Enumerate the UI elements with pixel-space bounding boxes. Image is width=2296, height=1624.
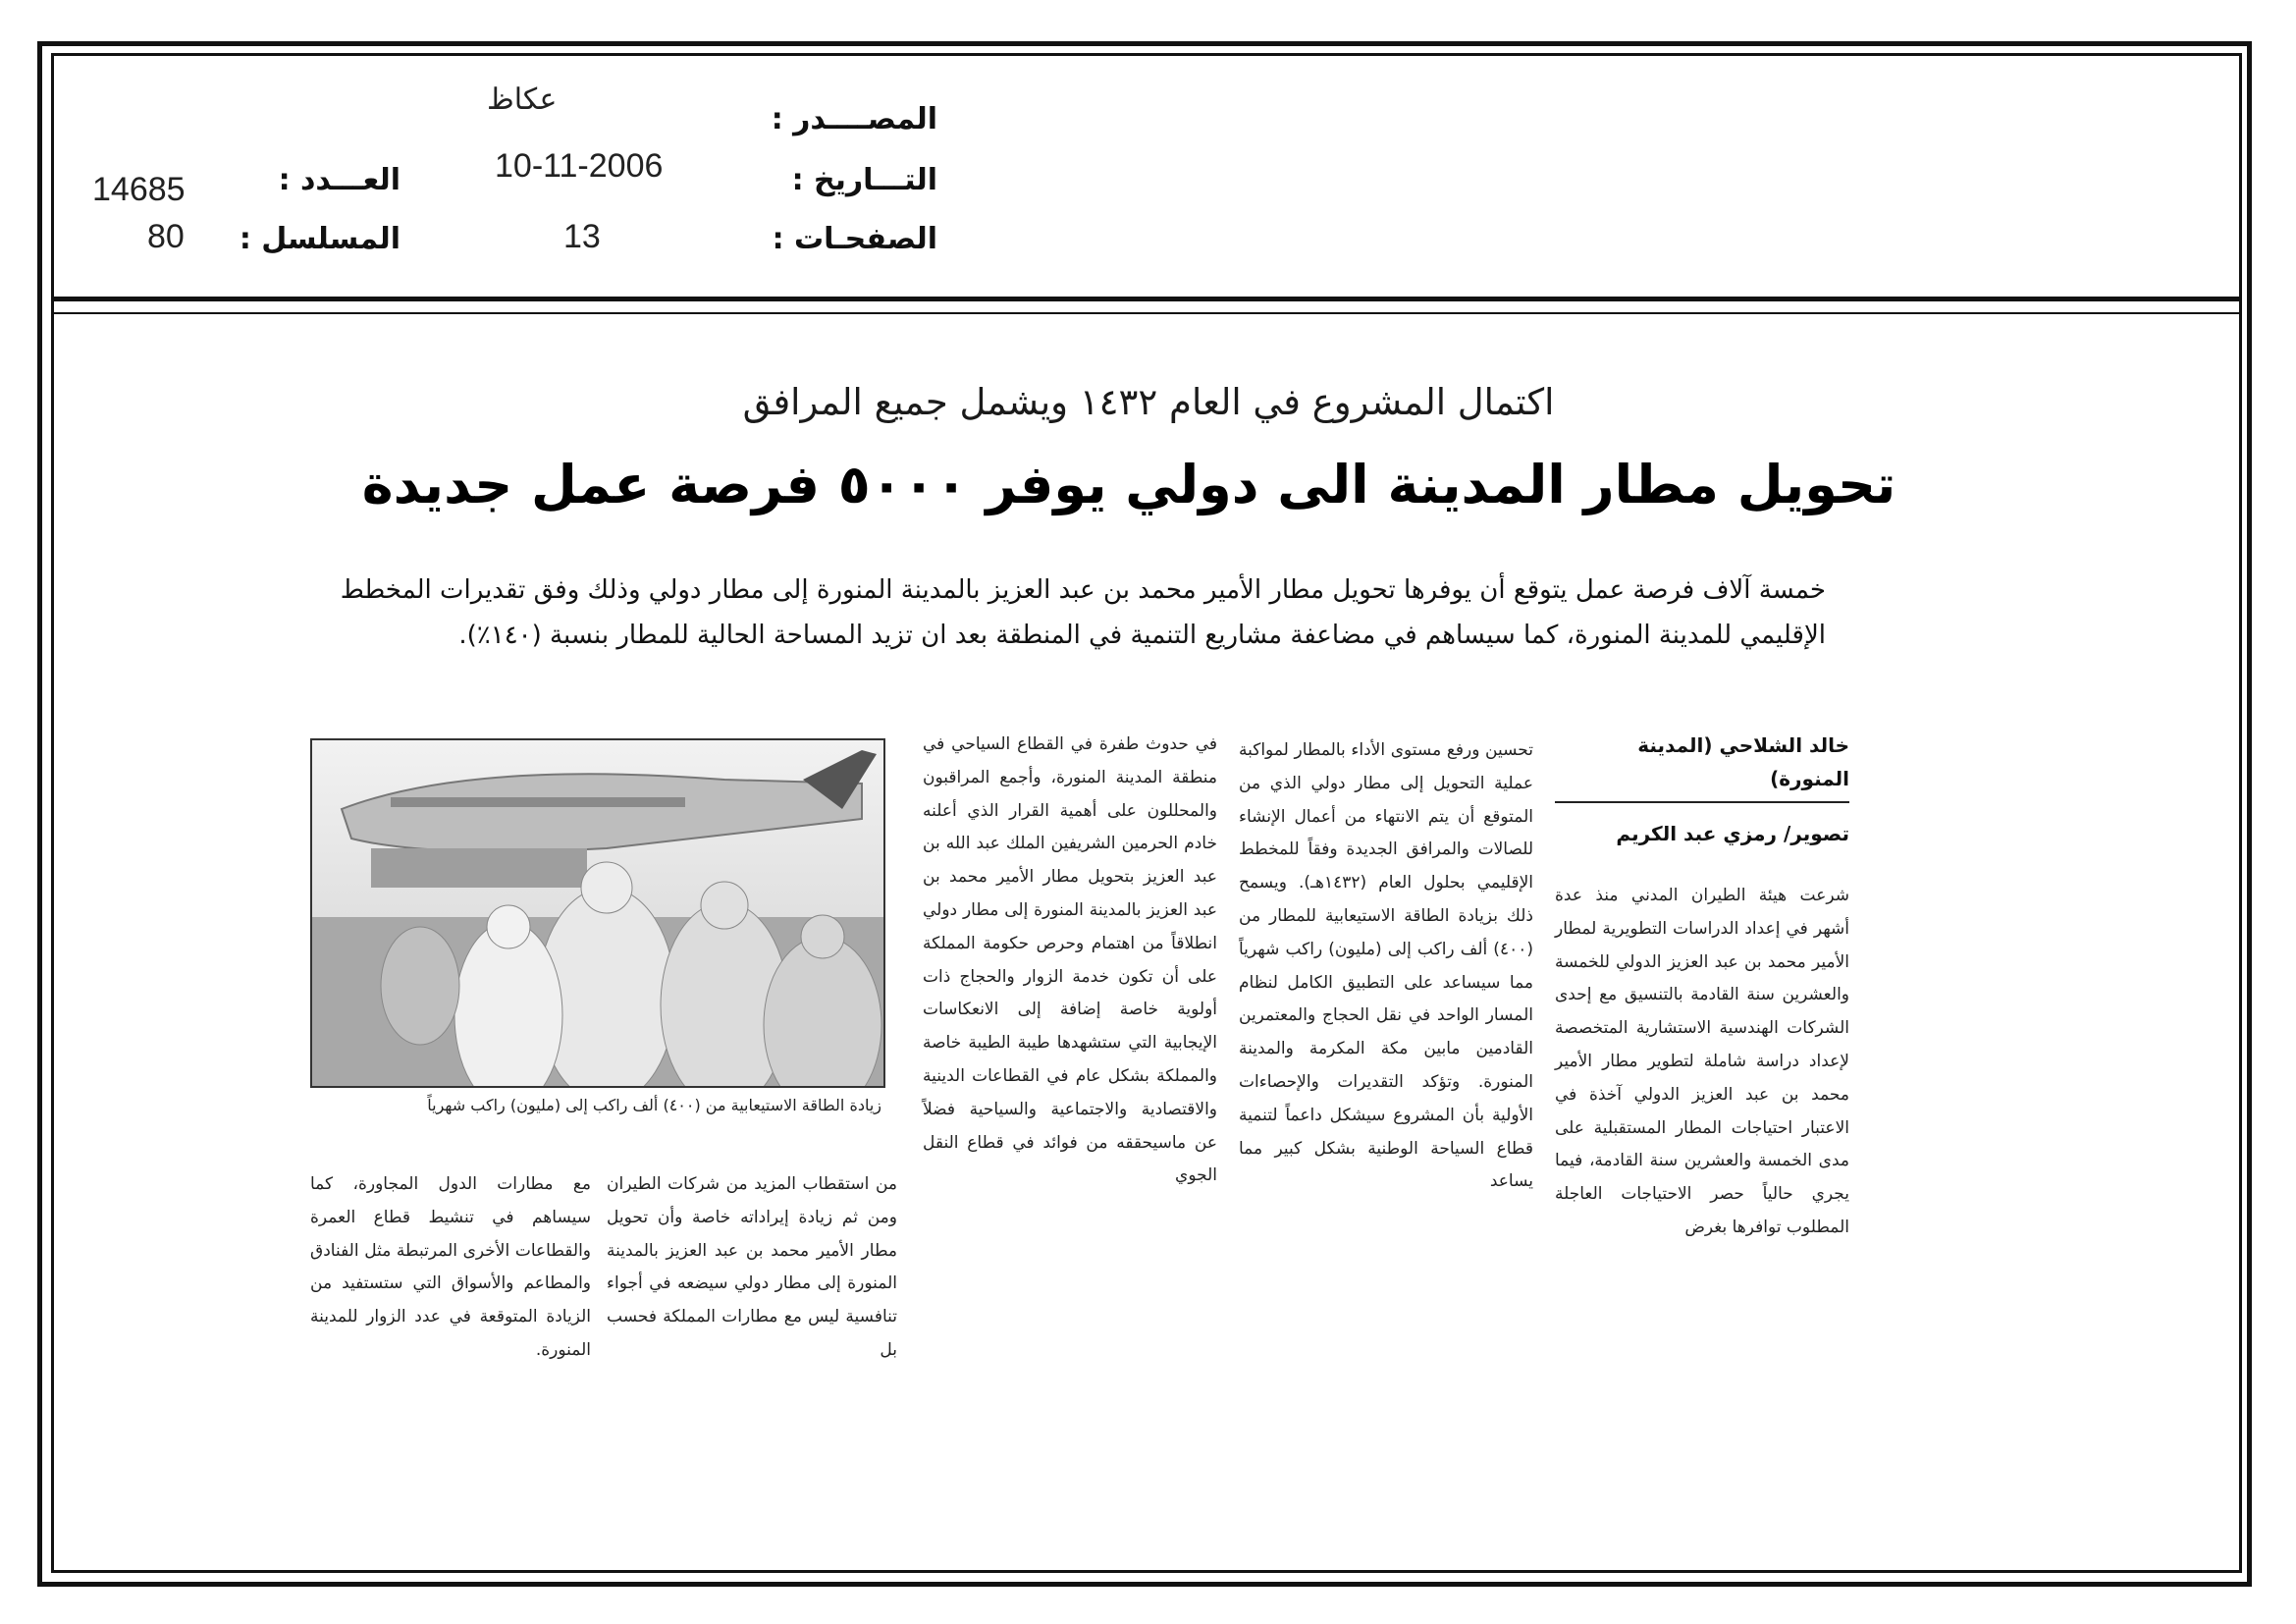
column-5-text: مع مطارات الدول المجاورة، كما سيساهم في تنشيط قطاع العمرة والقطاعات الأخرى المرتبطة مثل الفنادق والمطاعم والأسواق التي ستستفيد من الزيادة المتوقعة في عدد الزوار للمدينة المنورة. bbox=[310, 1174, 591, 1360]
issue-label: العـــدد : bbox=[278, 163, 400, 197]
article-kicker: اكتمال المشروع في العام ١٤٣٢ ويشمل جميع المرافق bbox=[742, 381, 1555, 423]
news-photo bbox=[310, 738, 885, 1088]
date-value: 10-11-2006 bbox=[495, 147, 664, 185]
article-column-3 bbox=[923, 729, 1217, 1193]
author-byline: خالد الشلاحي (المدينة المنورة) bbox=[1637, 733, 1849, 790]
article-column-2 bbox=[1239, 734, 1533, 1199]
source-value: عكاظ bbox=[487, 83, 558, 116]
date-label: التـــاريخ : bbox=[791, 163, 937, 197]
pages-label: الصفحـات : bbox=[772, 222, 937, 256]
column-2-text: تحسين ورفع مستوى الأداء بالمطار لمواكبة عملية التحويل إلى مطار دولي الذي من المتوقع أن يتم الانتهاء من أعمال الإنشاء للصالات والمرافق الجديدة وفقاً للمخطط الإقليمي بحلول العام (١٤٣٢هـ). ويسمح ذلك بزيادة الطاقة الاستيعابية للمطار من (٤٠٠) ألف راكب إلى (مليون) راكب شهرياً مما سيساعد على التطبيق الكامل لنظام المسار الواحد في نقل الحجاج والمعتمرين القادمين مابين مكة المكرمة والمدينة المنورة. وتؤكد التقديرات والإحصاءات الأولية بأن المشروع سيشكل داعماً لتنمية قطاع السياحة الوطنية بشكل كبير مما يساعد bbox=[1239, 740, 1533, 1192]
header-separator bbox=[51, 297, 2242, 301]
column-4-text: من استقطاب المزيد من شركات الطيران ومن ثم زيادة إيراداته خاصة وأن تحويل مطار الأمير محمد بن عبد العزيز بالمدينة المنورة إلى مطار دولي سيضعه في أجواء تنافسية ليس مع مطارات المملكة فحسب بل bbox=[607, 1174, 897, 1360]
photo-credit: تصوير/ رمزي عبد الكريم bbox=[1616, 822, 1849, 845]
photo-illustration bbox=[312, 740, 883, 1086]
pages-value: 13 bbox=[563, 218, 601, 255]
issue-value: 14685 bbox=[92, 171, 186, 208]
byline-block bbox=[1555, 729, 1849, 850]
article-headline: تحويل مطار المدينة الى دولي يوفر ٥٠٠٠ فرصة عمل جديدة bbox=[361, 454, 1896, 515]
header-separator-thin bbox=[51, 312, 2242, 314]
serial-label: المسلسل : bbox=[239, 222, 400, 256]
column-3-text: في حدوث طفرة في القطاع السياحي في منطقة المدينة المنورة، وأجمع المراقبون والمحللون على أهمية القرار الذي أعلنه خادم الحرمين الشريفين الملك عبد الله بن عبد العزيز بتحويل مطار الأمير محمد بن عبد العزيز بالمدينة المنورة إلى مطار دولي انطلاقاً من اهتمام وحرص حكومة المملكة على أن تكون خدمة الزوار والحجاج ذات أولوية خاصة إضافة إلى الانعكاسات الإيجابية التي ستشهدها طيبة الطيبة خاصة والمملكة بشكل عام في القطاعات الدينية والاقتصادية والاجتماعية والسياحية فضلاً عن ماسيحققه من فوائد في قطاع النقل الجوي bbox=[923, 734, 1217, 1186]
serial-value: 80 bbox=[147, 218, 185, 255]
article-column-4 bbox=[607, 1168, 897, 1368]
article-lead: خمسة آلاف فرصة عمل يتوقع أن يوفرها تحويل مطار الأمير محمد بن عبد العزيز بالمدينة المنورة إلى مطار دولي وذلك وفق تقديرات المخطط الإقليمي للمدينة المنورة، كما سيساهم في مضاعفة مشاريع التنمية في المنطقة بعد ان تزيد المساحة الحالية للمطار بنسبة (١٤٠٪). bbox=[340, 575, 1826, 650]
article-column-1 bbox=[1555, 880, 1849, 1245]
article-column-5 bbox=[310, 1168, 591, 1368]
photo-caption: زيادة الطاقة الاستيعابية من (٤٠٠) ألف راكب إلى (مليون) راكب شهرياً bbox=[427, 1096, 881, 1114]
column-1-text: شرعت هيئة الطيران المدني منذ عدة أشهر في إعداد الدراسات التطويرية لمطار الأمير محمد بن عبد العزيز الدولي للخمسة والعشرين سنة القادمة بالتنسيق مع إحدى الشركات الهندسية الاستشارية المتخصصة لإعداد دراسة شاملة لتطوير مطار الأمير محمد بن عبد العزيز الدولي آخذة في الاعتبار احتياجات المطار المستقبلية على مدى الخمسة والعشرين سنة القادمة، فيما يجري حالياً حصر الاحتياجات العاجلة المطلوب توافرها بغرض bbox=[1555, 886, 1849, 1237]
byline-rule bbox=[1555, 801, 1849, 803]
source-label: المصــــدر : bbox=[771, 102, 937, 136]
